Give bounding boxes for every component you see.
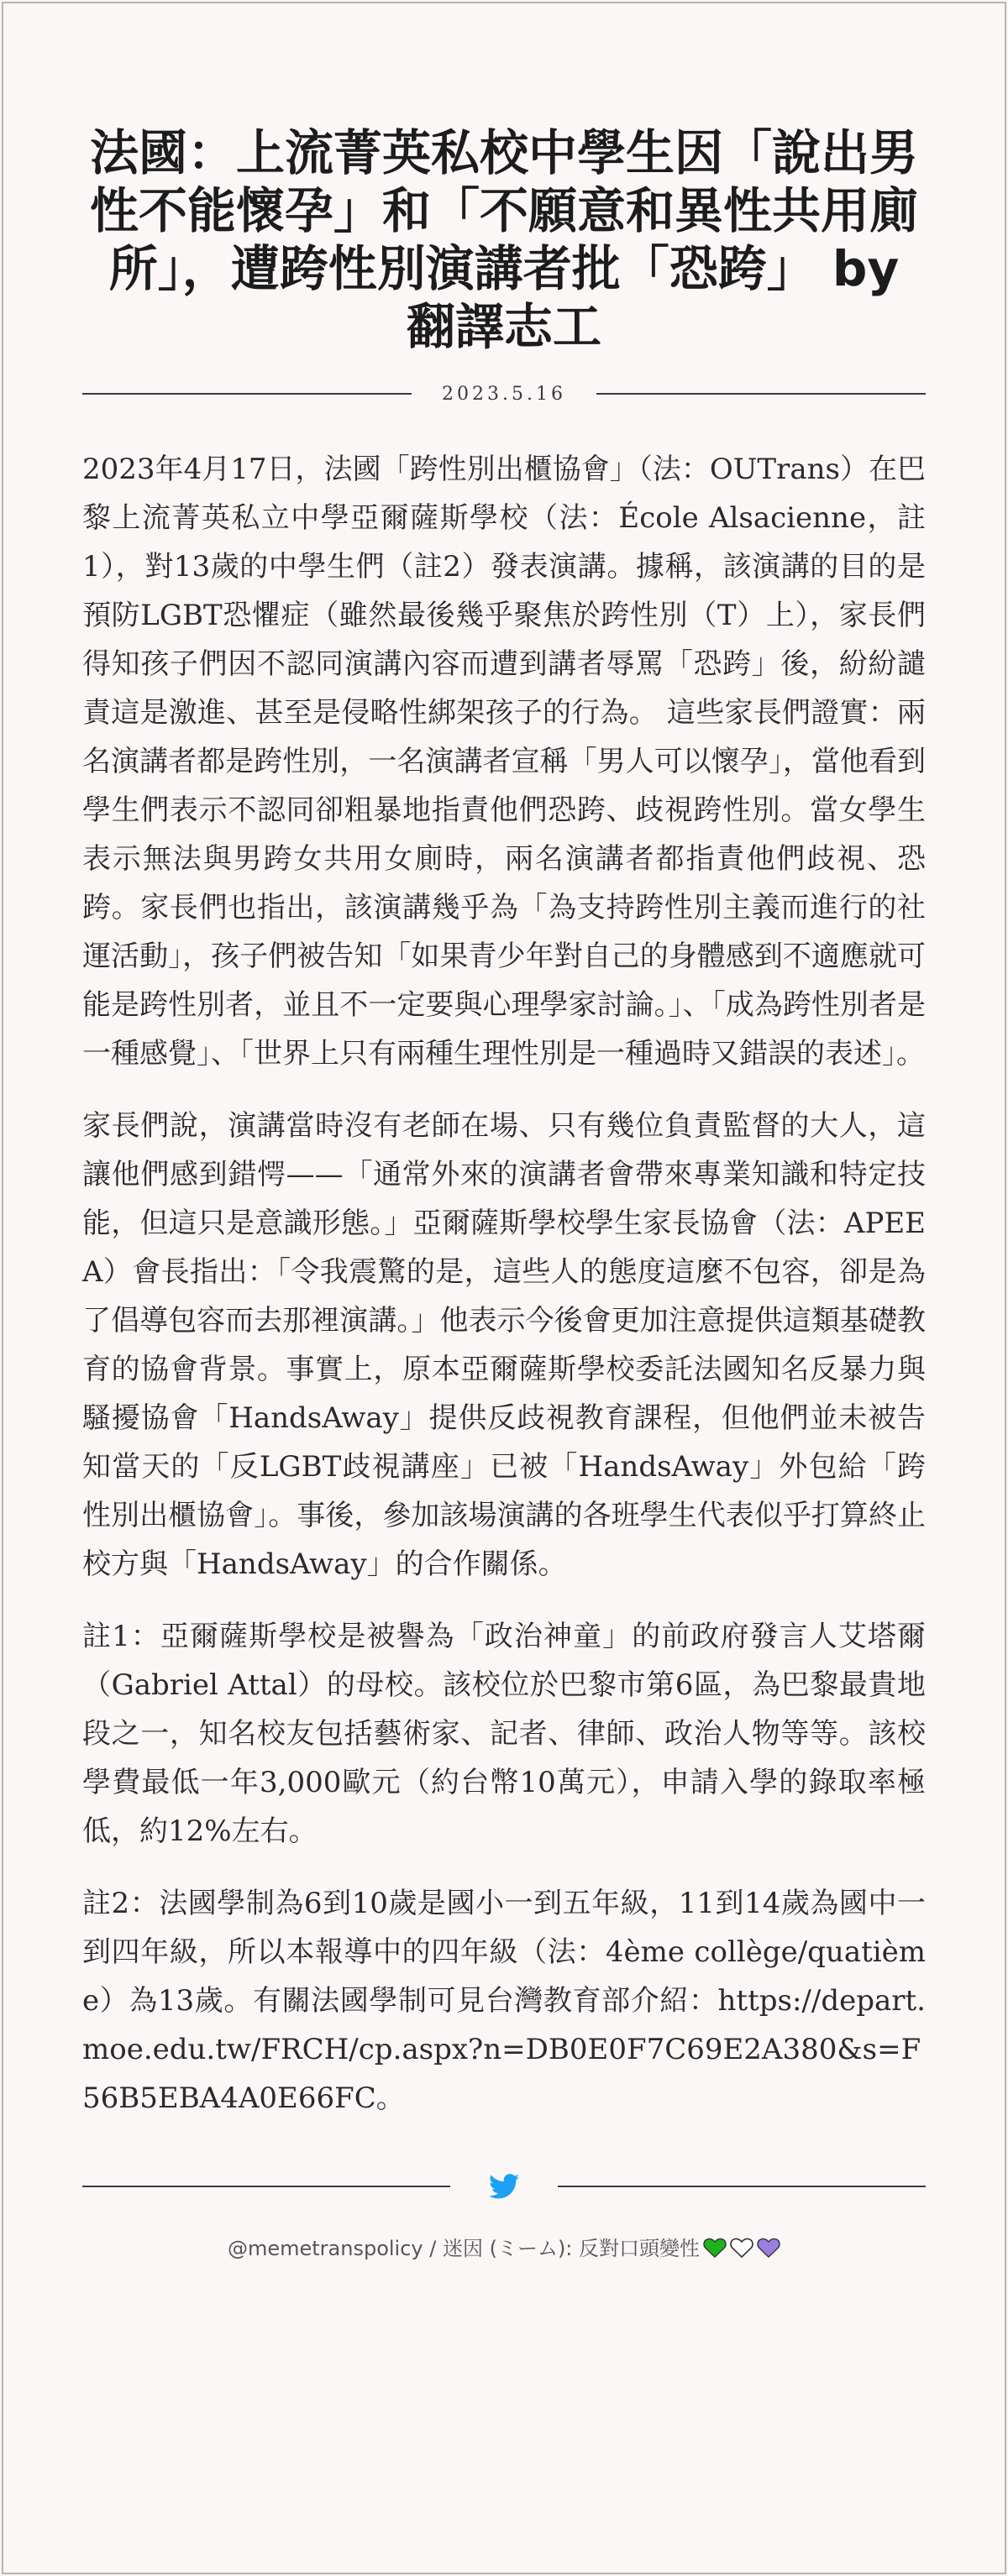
date-rule-left [82, 393, 412, 395]
footer-divider [82, 2170, 926, 2203]
credit-text: @memetranspolicy / 迷因 (ミーム): 反對口頭變性 [227, 2237, 701, 2260]
purple-heart-icon [757, 2237, 780, 2259]
footnote-2: 註2：法國學制為6到10歲是國小一到五年級，11到14歲為國中一到四年級，所以本報導中的四年級（法：4ème collège/quatième）為13歲。有關法國學制可見台灣教育部介紹：https://depart.moe.edu.tw/FRCH/cp.aspx?n=DB0E0F7C69E2A380&s=F56B5EBA4A0E66FC。 [82, 1887, 926, 2115]
footer-rule-right [558, 2186, 926, 2187]
article-paragraph-1: 2023年4月17日，法國「跨性別出櫃協會」（法：OUTrans）在巴黎上流菁英私立中學亞爾薩斯學校（法：École Alsacienne，註1），對13歲的中學生們（註2）發表演講。據稱，該演講的目的是預防LGBT恐懼症（雖然最後幾乎聚焦於跨性別（T）上），家長們得知孩子們因不認同演講內容而遭到講者辱罵「恐跨」後，紛紛譴責這是激進、甚至是侵略性綁架孩子的行為。 這些家長們證實：兩名演講者都是跨性別，一名演講者宣稱「男人可以懷孕」，當他看到學生們表示不認同卻粗暴地指責他們恐跨、歧視跨性別。當女學生表示無法與男跨女共用女廁時，兩名演講者都指責他們歧視、恐跨。家長們也指出，該演講幾乎為「為支持跨性別主義而進行的社運活動」，孩子們被告知「如果青少年對自己的身體感到不適應就可能是跨性別者，並且不一定要與心理學家討論。」、「成為跨性別者是一種感覺」、「世界上只有兩種生理性別是一種過時又錯誤的表述」。 [82, 453, 926, 1071]
twitter-bird-icon [489, 2174, 519, 2199]
article-body [82, 445, 926, 2123]
publish-date: 2023.5.16 [442, 383, 566, 405]
twitter-link[interactable] [450, 2174, 558, 2199]
footnote-1: 註1：亞爾薩斯學校是被譽為「政治神童」的前政府發言人艾塔爾（Gabriel Attal）的母校。該校位於巴黎市第6區，為巴黎最貴地段之一，知名校友包括藝術家、記者、律師、政治人物等等。該校學費最低一年3,000歐元（約台幣10萬元），申請入學的錄取率極低，約12%左右。 [82, 1620, 926, 1848]
article-page [82, 0, 926, 2261]
footer-credit [82, 2232, 926, 2261]
article-paragraph-2: 家長們說，演講當時沒有老師在場、只有幾位負責監督的大人，這讓他們感到錯愕——「通常外來的演講者會帶來專業知識和特定技能，但這只是意識形態。」亞爾薩斯學校學生家長協會（法：APEEA）會長指出：「令我震驚的是，這些人的態度這麼不包容，卻是為了倡導包容而去那裡演講。」他表示今後會更加注意提供這類基礎教育的協會背景。事實上，原本亞爾薩斯學校委託法國知名反暴力與騷擾協會「HandsAway」提供反歧視教育課程，但他們並未被告知當天的「反LGBT歧視講座」已被「HandsAway」外包給「跨性別出櫃協會」。事後，參加該場演講的各班學生代表似乎打算終止校方與「HandsAway」的合作關係。 [82, 1109, 926, 1581]
date-row [82, 383, 926, 405]
article-title: 法國：上流菁英私校中學生因「說出男性不能懷孕」和「不願意和異性共用廁所」，遭跨性別演講者批「恐跨」 by 翻譯志工 [89, 124, 918, 355]
white-heart-icon [730, 2237, 753, 2259]
green-heart-icon [703, 2237, 727, 2259]
footer-rule-left [82, 2186, 450, 2187]
date-rule-right [596, 393, 926, 395]
